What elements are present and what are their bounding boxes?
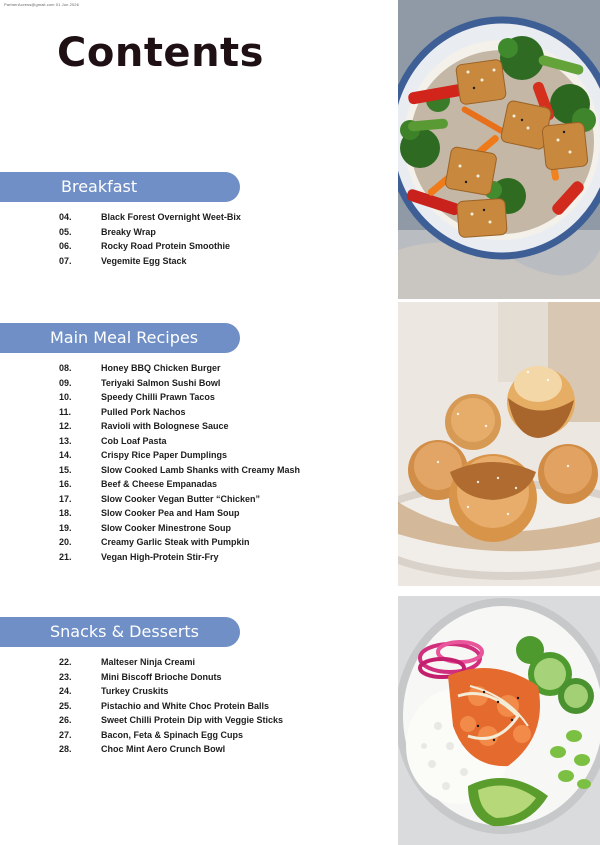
toc-title: Sweet Chilli Protein Dip with Veggie Sticks [101, 715, 284, 725]
toc-page-number: 12. [59, 421, 72, 431]
toc-page-number: 19. [59, 522, 72, 533]
toc-item[interactable] [59, 492, 300, 507]
toc-title: Speedy Chilli Prawn Tacos [101, 392, 215, 402]
section-heading: Main Meal Recipes [50, 328, 199, 347]
watermark: PartnerAccess@gmail.com 01 Jun 2026 [4, 2, 79, 7]
section-banner-snacks [0, 617, 240, 647]
toc-item[interactable] [59, 699, 283, 714]
toc-title: Pulled Pork Nachos [101, 406, 186, 417]
toc-page-number: 17. [59, 493, 72, 504]
toc-title: Turkey Cruskits [101, 686, 169, 696]
toc-title: Cob Loaf Pasta [101, 435, 167, 446]
toc-title: Breaky Wrap [101, 226, 156, 237]
donuts-photo [398, 302, 600, 586]
toc-page-number: 23. [59, 671, 72, 682]
page-title: Contents [57, 30, 264, 76]
toc-item[interactable] [59, 477, 300, 492]
toc-title: Beef & Cheese Empanadas [101, 479, 218, 489]
toc-item[interactable] [59, 254, 241, 269]
toc-item[interactable] [59, 728, 283, 743]
toc-page-number: 16. [59, 479, 72, 489]
toc-page-number: 05. [59, 226, 72, 237]
toc-title: Teriyaki Salmon Sushi Bowl [101, 377, 221, 388]
toc-item[interactable] [59, 655, 283, 670]
toc-title: Bacon, Feta & Spinach Egg Cups [101, 729, 244, 740]
toc-page-number: 18. [59, 508, 72, 518]
toc-title: Vegan High-Protein Stir-Fry [101, 551, 219, 562]
toc-item[interactable] [59, 448, 300, 463]
toc-page-number: 15. [59, 464, 72, 475]
toc-page-number: 09. [59, 377, 72, 388]
toc-page-number: 21. [59, 551, 72, 562]
toc-item[interactable] [59, 742, 283, 757]
toc-title: Slow Cooker Minestrone Soup [101, 522, 232, 533]
toc-list-snacks [59, 655, 283, 757]
toc-page-number: 04. [59, 212, 72, 222]
section-heading: Snacks & Desserts [50, 622, 200, 641]
toc-list-main-meals [59, 361, 300, 564]
toc-title: Malteser Ninja Creami [101, 657, 196, 667]
toc-page-number: 06. [59, 241, 72, 251]
toc-item[interactable] [59, 521, 300, 536]
toc-page-number: 20. [59, 537, 72, 547]
toc-page-number: 25. [59, 700, 72, 711]
toc-title: Black Forest Overnight Weet-Bix [101, 212, 241, 222]
toc-page-number: 26. [59, 715, 72, 725]
toc-item[interactable] [59, 670, 283, 685]
toc-title: Ravioli with Bolognese Sauce [101, 421, 229, 431]
toc-item[interactable] [59, 506, 300, 521]
toc-item[interactable] [59, 239, 241, 254]
toc-item[interactable] [59, 713, 283, 728]
section-banner-breakfast [0, 172, 240, 202]
section-heading: Breakfast [61, 177, 138, 196]
toc-title: Rocky Road Protein Smoothie [101, 241, 231, 251]
toc-item[interactable] [59, 210, 241, 225]
toc-title: Crispy Rice Paper Dumplings [101, 450, 228, 460]
toc-item[interactable] [59, 225, 241, 240]
toc-item[interactable] [59, 419, 300, 434]
toc-page-number: 07. [59, 255, 72, 266]
section-banner-main-meals [0, 323, 240, 353]
toc-title: Pistachio and White Choc Protein Balls [101, 700, 270, 711]
toc-item[interactable] [59, 405, 300, 420]
toc-item[interactable] [59, 361, 300, 376]
toc-page-number: 08. [59, 363, 72, 373]
toc-list-breakfast [59, 210, 241, 268]
toc-item[interactable] [59, 535, 300, 550]
toc-page-number: 10. [59, 392, 72, 402]
toc-page-number: 14. [59, 450, 72, 460]
toc-title: Slow Cooked Lamb Shanks with Creamy Mash [101, 464, 301, 475]
toc-title: Slow Cooker Vegan Butter “Chicken” [101, 493, 261, 504]
toc-title: Honey BBQ Chicken Burger [101, 363, 221, 373]
toc-item[interactable] [59, 376, 300, 391]
toc-page-number: 22. [59, 657, 72, 667]
toc-page-number: 27. [59, 729, 72, 740]
stir-fry-photo [398, 0, 600, 299]
toc-item[interactable] [59, 550, 300, 565]
toc-page-number: 24. [59, 686, 72, 696]
toc-page-number: 13. [59, 435, 72, 446]
toc-item[interactable] [59, 463, 300, 478]
toc-item[interactable] [59, 684, 283, 699]
toc-title: Slow Cooker Pea and Ham Soup [101, 508, 240, 518]
toc-page-number: 11. [59, 406, 72, 417]
toc-item[interactable] [59, 434, 300, 449]
toc-item[interactable] [59, 390, 300, 405]
toc-title: Creamy Garlic Steak with Pumpkin [101, 537, 250, 547]
poke-bowl-photo [398, 596, 600, 845]
toc-title: Choc Mint Aero Crunch Bowl [101, 744, 226, 754]
toc-page-number: 28. [59, 744, 72, 754]
toc-title: Vegemite Egg Stack [101, 255, 187, 266]
toc-title: Mini Biscoff Brioche Donuts [101, 671, 222, 682]
